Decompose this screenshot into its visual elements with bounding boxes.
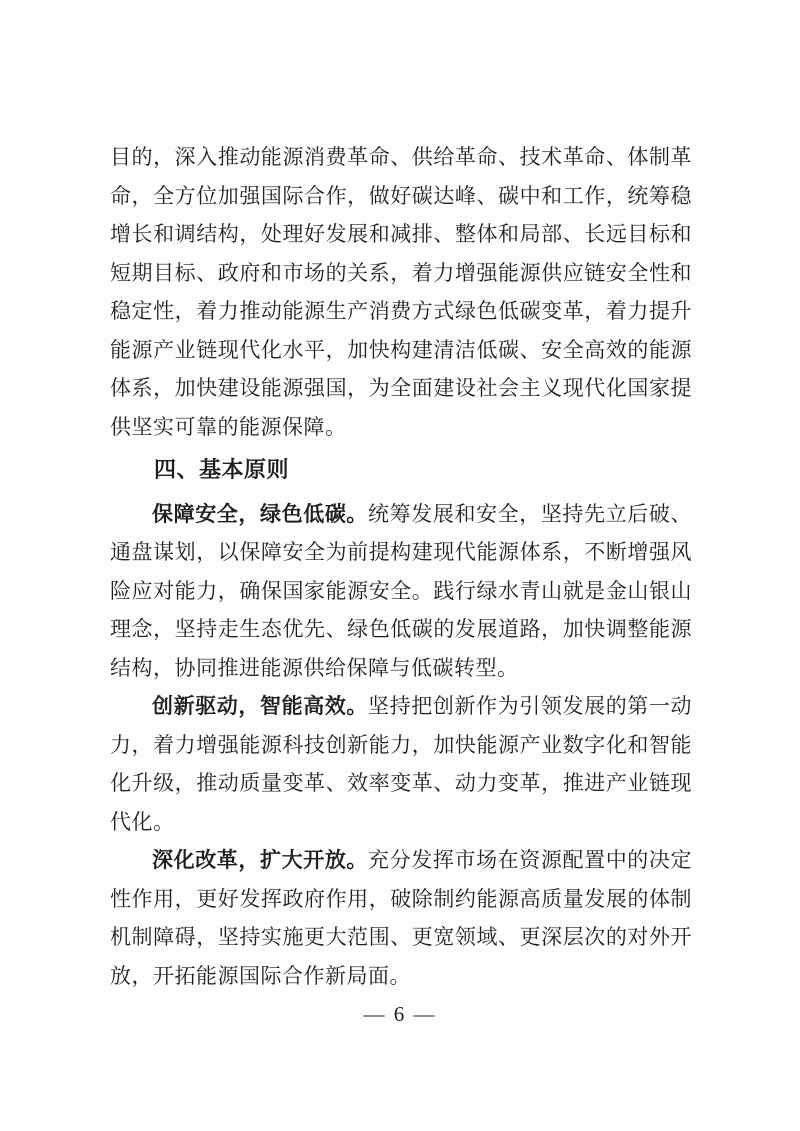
paragraph-principle-innovation: [110, 687, 692, 841]
section-heading-basic-principles: 四、基本原则: [154, 457, 290, 482]
paragraph-lead: 创新驱动，智能高效。: [152, 694, 369, 718]
document-content: [110, 138, 692, 995]
paragraph-text: 坚持把创新作为引领发展的第一动力，着力增强能源科技创新能力，加快能源产业数字化和智能化升级，推动质量变革、效率变革、动力变革，推进产业链现代化。: [110, 694, 693, 834]
paragraph-lead: 深化改革，扩大开放。: [152, 848, 369, 872]
paragraph-principle-security: [110, 495, 692, 688]
paragraph-continued-text: 目的，深入推动能源消费革命、供给革命、技术革命、体制革命，全方位加强国际合作，做好碳达峰、碳中和工作，统筹稳增长和调结构，处理好发展和减排、整体和局部、长远目标和短期目标、政府和市场的关系，着力增强能源供应链安全性和稳定性，着力推动能源生产消费方式绿色低碳变革，着力提升能源产业链现代化水平，加快构建清洁低碳、安全高效的能源体系，加快建设能源强国，为全面建设社会主义现代化国家提供坚实可靠的能源保障。: [110, 145, 692, 439]
paragraph-principle-reform: [110, 841, 692, 995]
page-number: — 6 —: [363, 1002, 437, 1026]
paragraph-lead: 保障安全，绿色低碳。: [152, 501, 369, 526]
paragraph-continued: [110, 138, 692, 446]
paragraph-text: 统筹发展和安全，坚持先立后破、通盘谋划，以保障安全为前提构建现代能源体系，不断增强风险应对能力，确保国家能源安全。践行绿水青山就是金山银山理念，坚持走生态优先、绿色低碳的发展道路，加快调整能源结构，协同推进能源供给保障与低碳转型。: [110, 501, 693, 680]
paragraph-text: 充分发挥市场在资源配置中的决定性作用，更好发挥政府作用，破除制约能源高质量发展的体制机制障碍，坚持实施更大范围、更宽领域、更深层次的对外开放，开拓能源国际合作新局面。: [110, 848, 693, 988]
